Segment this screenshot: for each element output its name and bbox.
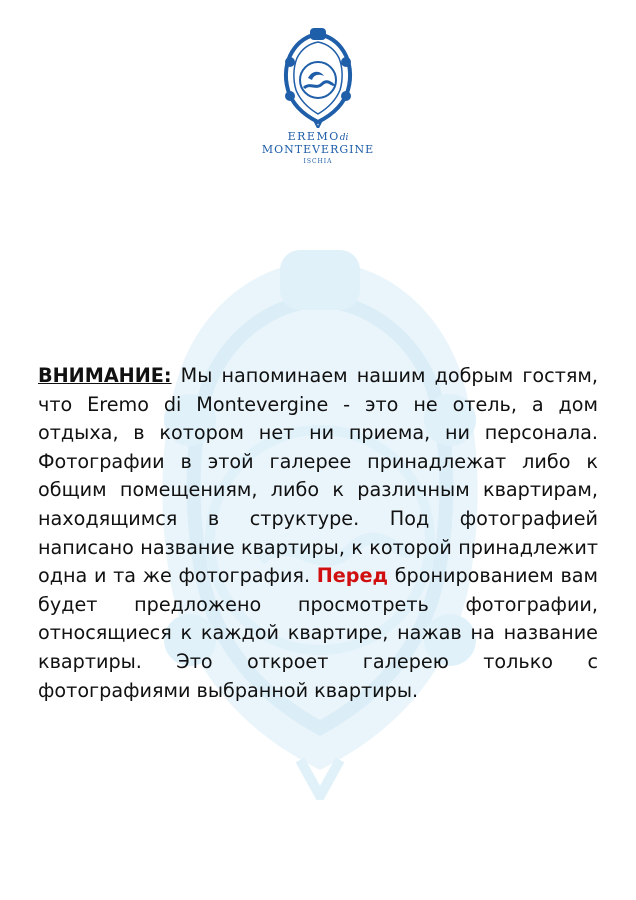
logo-location: ISCHIA [303,158,333,165]
notice-highlight: Перед [316,564,389,588]
logo-name-line2: MONTEVERGINE [261,143,375,156]
brand-logo [258,28,378,188]
notice-text-before: Мы напоминаем нашим добрым гостям, что Eremo di Montevergine - это не отель, а дом отдыха, в котором нет ни приема, ни персонала. Фотографии в этой галерее принадлежат либо к общим помещениям, либо к различным квартирам, находящимся в структуре. Под фотографией написано название квартиры, к которой принадлежит одна и та же фотография. [38,364,598,588]
notice-text-after: бронированием вам будет предложено просмотреть фотографии, относящиеся к каждой квартире, нажав на название квартиры. Это откроет галерею только с фотографиями выбранной квартиры. [38,564,598,702]
logo-name-line1: EREMOdi [287,130,349,143]
notice-label: ВНИМАНИЕ: [38,364,172,387]
crest-icon [278,28,358,128]
notice-paragraph [38,362,598,705]
